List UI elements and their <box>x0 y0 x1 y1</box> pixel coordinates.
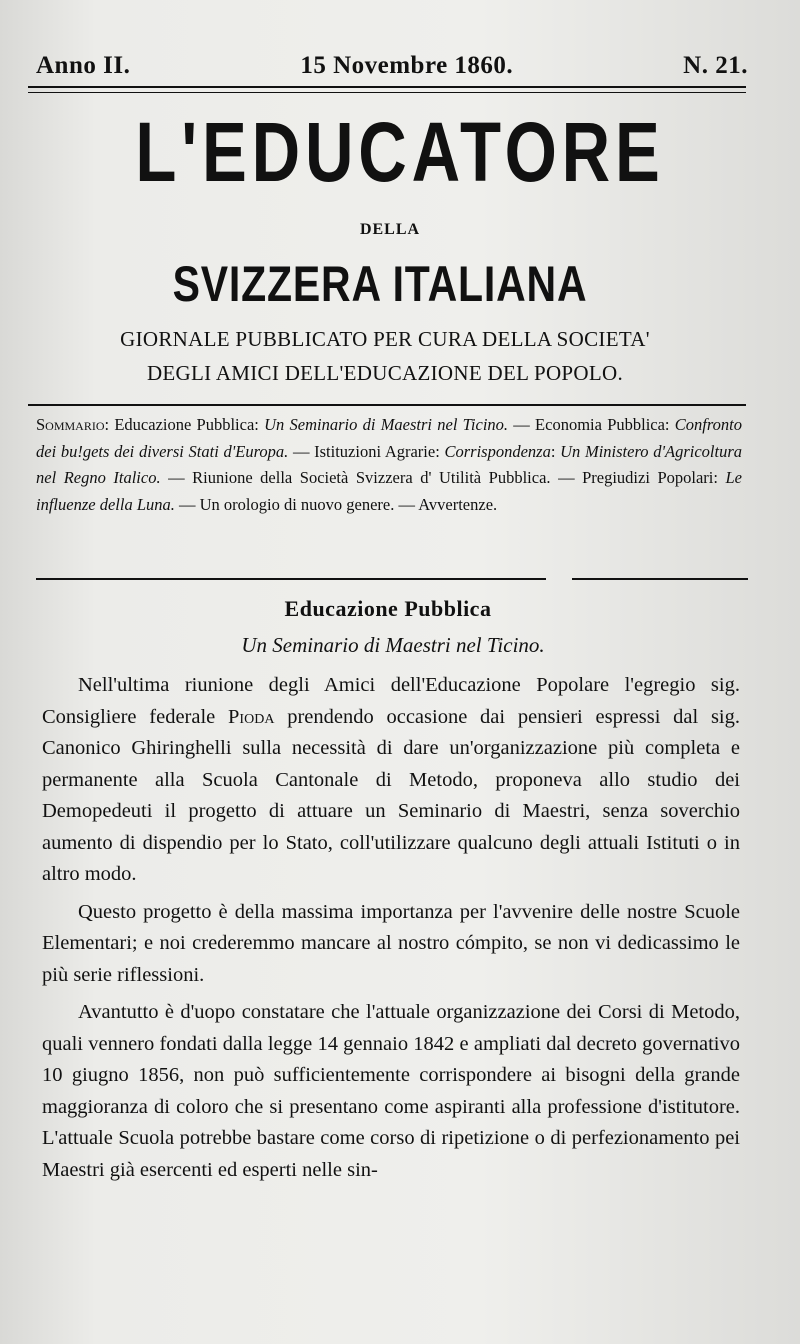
paragraph-text: prendendo occasione dai pensieri espressi dal sig. Canonico Ghiringhelli sulla necessità di dare un'organizzazione più completa e permanente alla Scuola Cantonale di Metodo, proponeva allo studio dei Demopedeuti il progetto di attuare un Seminario di Maestri, senza soverchio aumento di dispendio per lo Stato, coll'utilizzare qualcuno degli attuali Istituti o in altro modo. <box>42 705 741 885</box>
summary-title: Corrispondenza <box>444 441 551 461</box>
paragraph-1 <box>42 670 740 891</box>
summary-text: — Istituzioni Agrarie: <box>288 441 445 461</box>
masthead-line-1: GIORNALE PUBBLICATO PER CURA DELLA SOCIETA' <box>120 327 650 351</box>
summary-text: — Economia Pubblica: <box>508 415 675 434</box>
summary-text: — Un orologio di nuovo genere. — Avvertenze. <box>174 494 498 514</box>
section-heading: Educazione Pubblica <box>284 596 492 621</box>
summary-text: — Riunione della Società Svizzera d' Utilità Pubblica. — Pregiudizi Popolari: <box>160 468 726 487</box>
paragraph-2: Questo progetto è della massima importanza per l'avvenire delle nostre Scuole Elementari; e noi crederemmo mancare al nostro cómpito, se non vi dedicassimo le più serie riflessioni. <box>42 900 740 986</box>
issue-header <box>36 52 748 80</box>
person-name: Pioda <box>228 705 275 728</box>
summary-title: Confronto dei bu!gets dei diversi Stati d'Europa. <box>36 415 742 461</box>
summary-rule-left <box>36 578 546 580</box>
masthead-title: L'EDUCATORE <box>135 105 665 199</box>
masthead-line-2: DEGLI AMICI DELL'EDUCAZIONE DEL POPOLO. <box>146 361 624 385</box>
summary-title: Un Ministero d'Agricoltura nel Regno Italico. <box>36 441 742 487</box>
header-double-rule <box>28 86 746 93</box>
summary-title: Un Seminario di Maestri nel Ticino. <box>264 415 509 434</box>
masthead-della: DELLA <box>359 221 421 238</box>
masthead-rule <box>28 404 746 406</box>
summary-rule-right <box>572 578 748 580</box>
paragraph-3: Avantutto è d'uopo constatare che l'attuale organizzazione dei Corsi di Metodo, quali vennero fondati dalla legge 14 gennaio 1842 e ampliati dal decreto governativo 10 giugno 1856, non può sufficientemente corrispondere ai bisogni della grande maggioranza di coloro che si presentano come aspiranti alla professione d'istitutore. L'attuale Scuola potrebbe bastare come corso di ripetizione o di perfezionamento pei Maestri già esercenti ed esperti nelle sin- <box>42 1001 740 1181</box>
summary-block <box>36 412 742 518</box>
issue-date: 15 Novembre 1860. <box>300 52 514 79</box>
issue-number: N. 21. <box>683 52 748 79</box>
summary-title: Le influenze della Luna. <box>36 468 742 514</box>
issue-year: Anno II. <box>36 52 131 79</box>
article-body <box>42 670 740 1192</box>
paragraph-text: Nell'ultima riunione degli Amici dell'Educazione Popolare l'egregio sig. Consigliere federale <box>42 674 740 728</box>
summary-text: : Educazione Pubblica: <box>104 415 265 434</box>
summary-label: Sommario <box>36 415 105 434</box>
masthead-subtitle: SVIZZERA ITALIANA <box>172 256 588 312</box>
summary-text: : <box>550 441 561 461</box>
article-title: Un Seminario di Maestri nel Ticino. <box>241 633 545 657</box>
